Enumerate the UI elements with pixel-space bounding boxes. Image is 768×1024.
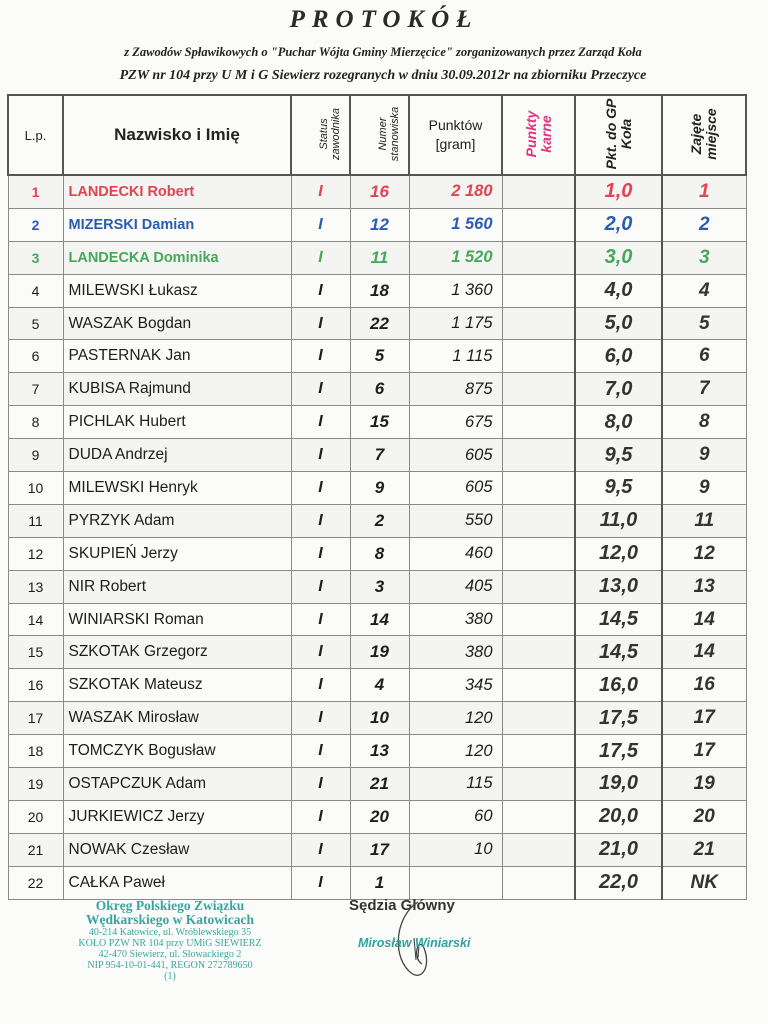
cell-lp: 7 xyxy=(8,373,63,406)
col-header-gp: Pkt. do GP Koła xyxy=(575,95,662,175)
cell-gp-points: 14,5 xyxy=(575,603,662,636)
cell-points: 1 115 xyxy=(409,340,502,373)
cell-status: I xyxy=(291,735,350,768)
cell-place: 21 xyxy=(662,833,746,866)
cell-name: SZKOTAK Mateusz xyxy=(63,669,291,702)
cell-place: 12 xyxy=(662,537,746,570)
cell-gp-points: 3,0 xyxy=(575,241,662,274)
cell-penalty xyxy=(502,669,575,702)
subtitle-line-2: PZW nr 104 przy U M i G Siewierz rozegranych w dniu 30.09.2012r na zbiorniku Przeczyce xyxy=(119,68,647,83)
table-row xyxy=(8,866,746,899)
cell-gp-points: 14,5 xyxy=(575,636,662,669)
cell-place: 13 xyxy=(662,570,746,603)
cell-name: MILEWSKI Łukasz xyxy=(63,274,291,307)
chief-judge-label: Sędzia Główny xyxy=(349,897,455,914)
cell-status: I xyxy=(291,603,350,636)
cell-station: 20 xyxy=(350,800,409,833)
cell-status: I xyxy=(291,636,350,669)
cell-lp: 21 xyxy=(8,833,63,866)
cell-status: I xyxy=(291,768,350,801)
cell-name: CAŁKA Paweł xyxy=(63,866,291,899)
cell-points: 380 xyxy=(409,636,502,669)
cell-station: 12 xyxy=(350,208,409,241)
cell-points: 380 xyxy=(409,603,502,636)
cell-place: 19 xyxy=(662,768,746,801)
cell-gp-points: 5,0 xyxy=(575,307,662,340)
cell-place: 17 xyxy=(662,735,746,768)
cell-status: I xyxy=(291,537,350,570)
cell-points: 120 xyxy=(409,735,502,768)
cell-station: 1 xyxy=(350,866,409,899)
cell-lp: 3 xyxy=(8,241,63,274)
cell-points: 60 xyxy=(409,800,502,833)
table-row xyxy=(8,669,746,702)
cell-name: WASZAK Bogdan xyxy=(63,307,291,340)
table-row xyxy=(8,504,746,537)
col-header-penalty: Punkty karne xyxy=(502,95,575,175)
cell-points: 875 xyxy=(409,373,502,406)
cell-station: 18 xyxy=(350,274,409,307)
cell-status: I xyxy=(291,307,350,340)
chief-judge-name: Mirosław Winiarski xyxy=(358,936,471,950)
cell-station: 19 xyxy=(350,636,409,669)
cell-lp: 18 xyxy=(8,735,63,768)
cell-points: 605 xyxy=(409,439,502,472)
col-header-station: Numer stanowiska xyxy=(350,95,409,175)
cell-points: 1 360 xyxy=(409,274,502,307)
cell-penalty xyxy=(502,439,575,472)
cell-gp-points: 9,5 xyxy=(575,472,662,505)
table-row xyxy=(8,537,746,570)
cell-place: 17 xyxy=(662,702,746,735)
cell-name: MILEWSKI Henryk xyxy=(63,472,291,505)
cell-penalty xyxy=(502,866,575,899)
cell-penalty xyxy=(502,537,575,570)
cell-points: 460 xyxy=(409,537,502,570)
cell-points: 605 xyxy=(409,472,502,505)
cell-penalty xyxy=(502,735,575,768)
cell-points: 405 xyxy=(409,570,502,603)
table-row xyxy=(8,175,746,208)
table-header-row xyxy=(8,95,746,175)
cell-station: 17 xyxy=(350,833,409,866)
cell-points: 345 xyxy=(409,669,502,702)
cell-penalty xyxy=(502,241,575,274)
cell-station: 6 xyxy=(350,373,409,406)
cell-penalty xyxy=(502,603,575,636)
table-row xyxy=(8,373,746,406)
table-row xyxy=(8,340,746,373)
cell-status: I xyxy=(291,175,350,208)
cell-station: 2 xyxy=(350,504,409,537)
table-row xyxy=(8,570,746,603)
cell-gp-points: 7,0 xyxy=(575,373,662,406)
cell-penalty xyxy=(502,833,575,866)
cell-place: 16 xyxy=(662,669,746,702)
cell-penalty xyxy=(502,175,575,208)
cell-station: 3 xyxy=(350,570,409,603)
cell-name: WINIARSKI Roman xyxy=(63,603,291,636)
cell-station: 11 xyxy=(350,241,409,274)
club-stamp: Okręg Polskiego Związku Wędkarskiego w Katowicach 40-214 Katowice, ul. Wróblewskiego 35 KOŁO PZW NR 104 przy UMiG SIEWIERZ 42-470 Siewierz, ul. Słowackiego 2 NIP 954-10-01-441, REGON 272789650 (1) xyxy=(78,898,262,982)
cell-station: 14 xyxy=(350,603,409,636)
cell-lp: 20 xyxy=(8,800,63,833)
cell-name: MIZERSKI Damian xyxy=(63,208,291,241)
cell-lp: 11 xyxy=(8,504,63,537)
cell-lp: 9 xyxy=(8,439,63,472)
cell-name: NIR Robert xyxy=(63,570,291,603)
cell-gp-points: 2,0 xyxy=(575,208,662,241)
cell-place: 5 xyxy=(662,307,746,340)
cell-name: PICHLAK Hubert xyxy=(63,406,291,439)
cell-place: 11 xyxy=(662,504,746,537)
cell-gp-points: 1,0 xyxy=(575,175,662,208)
cell-status: I xyxy=(291,669,350,702)
cell-gp-points: 9,5 xyxy=(575,439,662,472)
cell-gp-points: 19,0 xyxy=(575,768,662,801)
cell-name: LANDECKA Dominika xyxy=(63,241,291,274)
cell-lp: 1 xyxy=(8,175,63,208)
cell-penalty xyxy=(502,307,575,340)
col-header-status: Status zawodnika xyxy=(291,95,350,175)
cell-lp: 5 xyxy=(8,307,63,340)
cell-name: SKUPIEŃ Jerzy xyxy=(63,537,291,570)
table-row xyxy=(8,603,746,636)
cell-lp: 16 xyxy=(8,669,63,702)
table-row xyxy=(8,833,746,866)
cell-gp-points: 20,0 xyxy=(575,800,662,833)
cell-name: OSTAPCZUK Adam xyxy=(63,768,291,801)
cell-place: 3 xyxy=(662,241,746,274)
cell-gp-points: 21,0 xyxy=(575,833,662,866)
cell-status: I xyxy=(291,373,350,406)
cell-place: 8 xyxy=(662,406,746,439)
cell-place: 7 xyxy=(662,373,746,406)
cell-station: 13 xyxy=(350,735,409,768)
cell-place: 1 xyxy=(662,175,746,208)
cell-penalty xyxy=(502,274,575,307)
cell-lp: 4 xyxy=(8,274,63,307)
cell-lp: 22 xyxy=(8,866,63,899)
cell-status: I xyxy=(291,208,350,241)
cell-gp-points: 12,0 xyxy=(575,537,662,570)
cell-status: I xyxy=(291,439,350,472)
cell-gp-points: 13,0 xyxy=(575,570,662,603)
cell-points: 1 175 xyxy=(409,307,502,340)
cell-penalty xyxy=(502,702,575,735)
cell-place: 2 xyxy=(662,208,746,241)
table-row xyxy=(8,768,746,801)
cell-gp-points: 11,0 xyxy=(575,504,662,537)
cell-status: I xyxy=(291,472,350,505)
cell-points xyxy=(409,866,502,899)
cell-penalty xyxy=(502,504,575,537)
table-row xyxy=(8,472,746,505)
table-row xyxy=(8,208,746,241)
cell-station: 4 xyxy=(350,669,409,702)
cell-name: JURKIEWICZ Jerzy xyxy=(63,800,291,833)
cell-penalty xyxy=(502,472,575,505)
cell-station: 16 xyxy=(350,175,409,208)
results-table xyxy=(7,94,747,900)
cell-station: 10 xyxy=(350,702,409,735)
cell-place: 14 xyxy=(662,636,746,669)
cell-penalty xyxy=(502,208,575,241)
cell-name: WASZAK Mirosław xyxy=(63,702,291,735)
cell-points: 1 560 xyxy=(409,208,502,241)
cell-lp: 15 xyxy=(8,636,63,669)
cell-gp-points: 4,0 xyxy=(575,274,662,307)
cell-station: 5 xyxy=(350,340,409,373)
col-header-place: Zajęte miejsce xyxy=(662,95,746,175)
cell-lp: 10 xyxy=(8,472,63,505)
cell-lp: 6 xyxy=(8,340,63,373)
cell-station: 15 xyxy=(350,406,409,439)
cell-name: LANDECKI Robert xyxy=(63,175,291,208)
cell-penalty xyxy=(502,570,575,603)
cell-status: I xyxy=(291,340,350,373)
table-row xyxy=(8,241,746,274)
subtitle-line-1: z Zawodów Spławikowych o "Puchar Wójta Gminy Mierzęcice" zorganizowanych przez Zarząd Koła xyxy=(124,45,642,59)
cell-status: I xyxy=(291,833,350,866)
cell-status: I xyxy=(291,504,350,537)
cell-lp: 12 xyxy=(8,537,63,570)
cell-points: 10 xyxy=(409,833,502,866)
cell-gp-points: 8,0 xyxy=(575,406,662,439)
cell-points: 2 180 xyxy=(409,175,502,208)
col-header-name: Nazwisko i Imię xyxy=(63,95,291,175)
cell-name: NOWAK Czesław xyxy=(63,833,291,866)
cell-station: 7 xyxy=(350,439,409,472)
cell-gp-points: 17,5 xyxy=(575,702,662,735)
cell-name: KUBISA Rajmund xyxy=(63,373,291,406)
cell-status: I xyxy=(291,241,350,274)
cell-name: PYRZYK Adam xyxy=(63,504,291,537)
cell-points: 115 xyxy=(409,768,502,801)
cell-gp-points: 16,0 xyxy=(575,669,662,702)
cell-lp: 19 xyxy=(8,768,63,801)
cell-lp: 13 xyxy=(8,570,63,603)
cell-name: PASTERNAK Jan xyxy=(63,340,291,373)
cell-points: 120 xyxy=(409,702,502,735)
cell-station: 8 xyxy=(350,537,409,570)
table-row xyxy=(8,439,746,472)
cell-points: 675 xyxy=(409,406,502,439)
table-row xyxy=(8,274,746,307)
cell-place: 4 xyxy=(662,274,746,307)
cell-place: 9 xyxy=(662,439,746,472)
table-row xyxy=(8,307,746,340)
cell-station: 9 xyxy=(350,472,409,505)
cell-status: I xyxy=(291,800,350,833)
cell-place: 20 xyxy=(662,800,746,833)
cell-station: 22 xyxy=(350,307,409,340)
cell-penalty xyxy=(502,636,575,669)
col-header-lp: L.p. xyxy=(8,95,63,175)
col-header-points: Punktów [gram] xyxy=(409,95,502,175)
cell-penalty xyxy=(502,373,575,406)
cell-place: NK xyxy=(662,866,746,899)
cell-status: I xyxy=(291,702,350,735)
document-title: PROTOKÓŁ xyxy=(289,6,479,33)
cell-penalty xyxy=(502,800,575,833)
cell-lp: 14 xyxy=(8,603,63,636)
table-row xyxy=(8,735,746,768)
table-row xyxy=(8,800,746,833)
cell-points: 550 xyxy=(409,504,502,537)
cell-penalty xyxy=(502,340,575,373)
cell-status: I xyxy=(291,570,350,603)
cell-name: SZKOTAK Grzegorz xyxy=(63,636,291,669)
table-row xyxy=(8,636,746,669)
cell-penalty xyxy=(502,406,575,439)
cell-status: I xyxy=(291,866,350,899)
cell-station: 21 xyxy=(350,768,409,801)
cell-gp-points: 17,5 xyxy=(575,735,662,768)
cell-name: DUDA Andrzej xyxy=(63,439,291,472)
cell-status: I xyxy=(291,406,350,439)
table-row xyxy=(8,406,746,439)
cell-lp: 8 xyxy=(8,406,63,439)
cell-gp-points: 6,0 xyxy=(575,340,662,373)
cell-name: TOMCZYK Bogusław xyxy=(63,735,291,768)
cell-place: 9 xyxy=(662,472,746,505)
cell-gp-points: 22,0 xyxy=(575,866,662,899)
cell-status: I xyxy=(291,274,350,307)
cell-place: 6 xyxy=(662,340,746,373)
table-row xyxy=(8,702,746,735)
cell-points: 1 520 xyxy=(409,241,502,274)
cell-lp: 2 xyxy=(8,208,63,241)
cell-penalty xyxy=(502,768,575,801)
cell-lp: 17 xyxy=(8,702,63,735)
cell-place: 14 xyxy=(662,603,746,636)
